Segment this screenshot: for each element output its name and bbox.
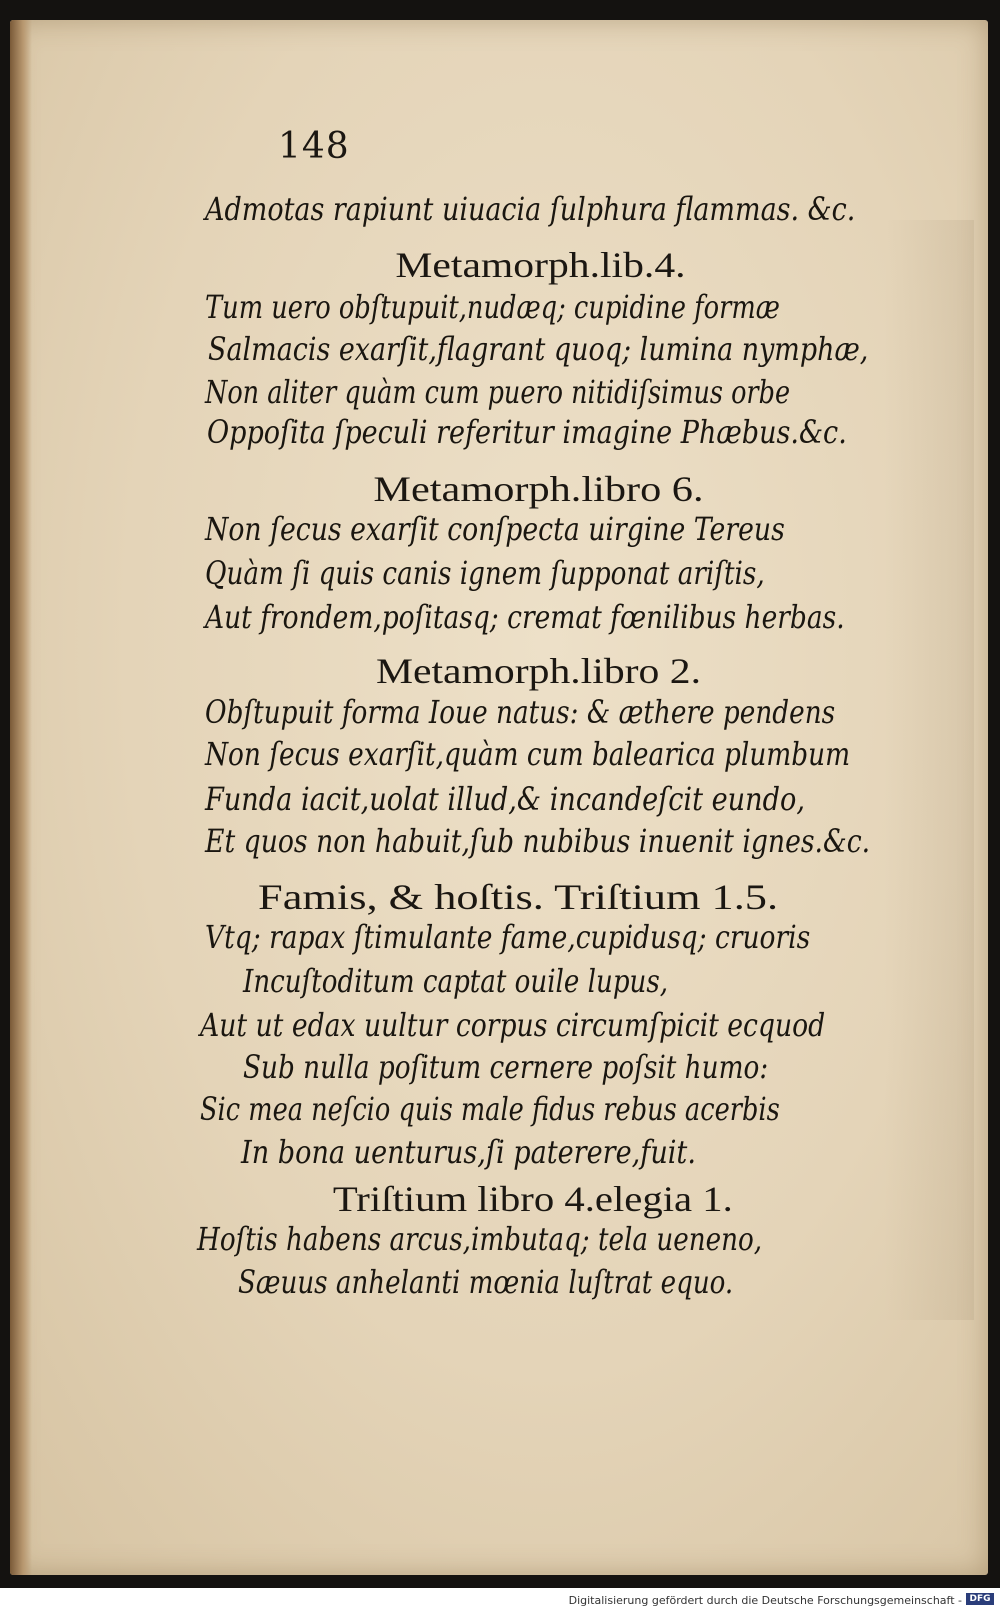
verse-line: Aut frondem,poſitasq; cremat fœnilibus herbas. [205, 598, 845, 636]
verse-line: Funda iacit,uolat illud,& incandeſcit eundo, [205, 780, 805, 818]
verse-line: Non aliter quàm cum puero nitidiſsimus orbe [205, 373, 791, 411]
verse-line: Sic mea neſcio quis male fidus rebus acerbis [200, 1090, 780, 1128]
verse-line: Quàm ſi quis canis ignem ſupponat ariſtis, [205, 554, 765, 592]
book-page [10, 20, 988, 1575]
section-heading: Famis, & hoſtis. Triſtium 1.5. [258, 877, 779, 917]
section-heading: Triſtium libro 4.elegia 1. [332, 1179, 733, 1219]
verse-line: Non ſecus exarſit,quàm cum balearica plumbum [205, 735, 851, 773]
digitization-footer [0, 1588, 1000, 1610]
page-number: 148 [278, 126, 350, 167]
verse-line: Et quos non habuit,ſub nubibus inuenit ignes.&c. [205, 822, 871, 860]
verse-line: Obſtupuit forma Ioue natus: & æthere pendens [205, 693, 836, 731]
verse-text-block [10, 20, 988, 1575]
footer-credit: Digitalisierung gefördert durch die Deutsche Forschungsgemeinschaft - [568, 1594, 962, 1607]
verse-line: Salmacis exarſit,flagrant quoq; lumina nymphæ, [208, 330, 869, 368]
verse-line: Incuſtoditum captat ouile lupus, [243, 962, 669, 1000]
verse-line: Hoſtis habens arcus,imbutaq; tela ueneno, [197, 1220, 763, 1258]
verse-line: Sub nulla poſitum cernere poſsit humo: [243, 1048, 769, 1086]
verse-line: Tum uero obſtupuit,nudæq; cupidine formæ [205, 288, 780, 326]
verse-line: Admotas rapiunt uiuacia ſulphura flammas. &c. [205, 190, 856, 228]
verse-line: Non ſecus exarſit conſpecta uirgine Tereus [205, 510, 785, 548]
section-heading: Metamorph.libro 2. [375, 651, 702, 691]
section-heading: Metamorph.lib.4. [395, 245, 686, 285]
section-heading: Metamorph.libro 6. [373, 469, 704, 509]
verse-line: Aut ut edax uultur corpus circumſpicit ecquod [200, 1006, 826, 1044]
verse-line: In bona uenturus,ſi paterere,fuit. [241, 1133, 696, 1171]
verse-line: Oppoſita ſpeculi referitur imagine Phæbus.&c. [207, 413, 847, 451]
verse-line: Sæuus anhelanti mœnia luſtrat equo. [238, 1263, 734, 1301]
verse-line: Vtq; rapax ſtimulante fame,cupidusq; cruoris [205, 918, 811, 956]
dfg-logo-icon: DFG [966, 1593, 994, 1605]
